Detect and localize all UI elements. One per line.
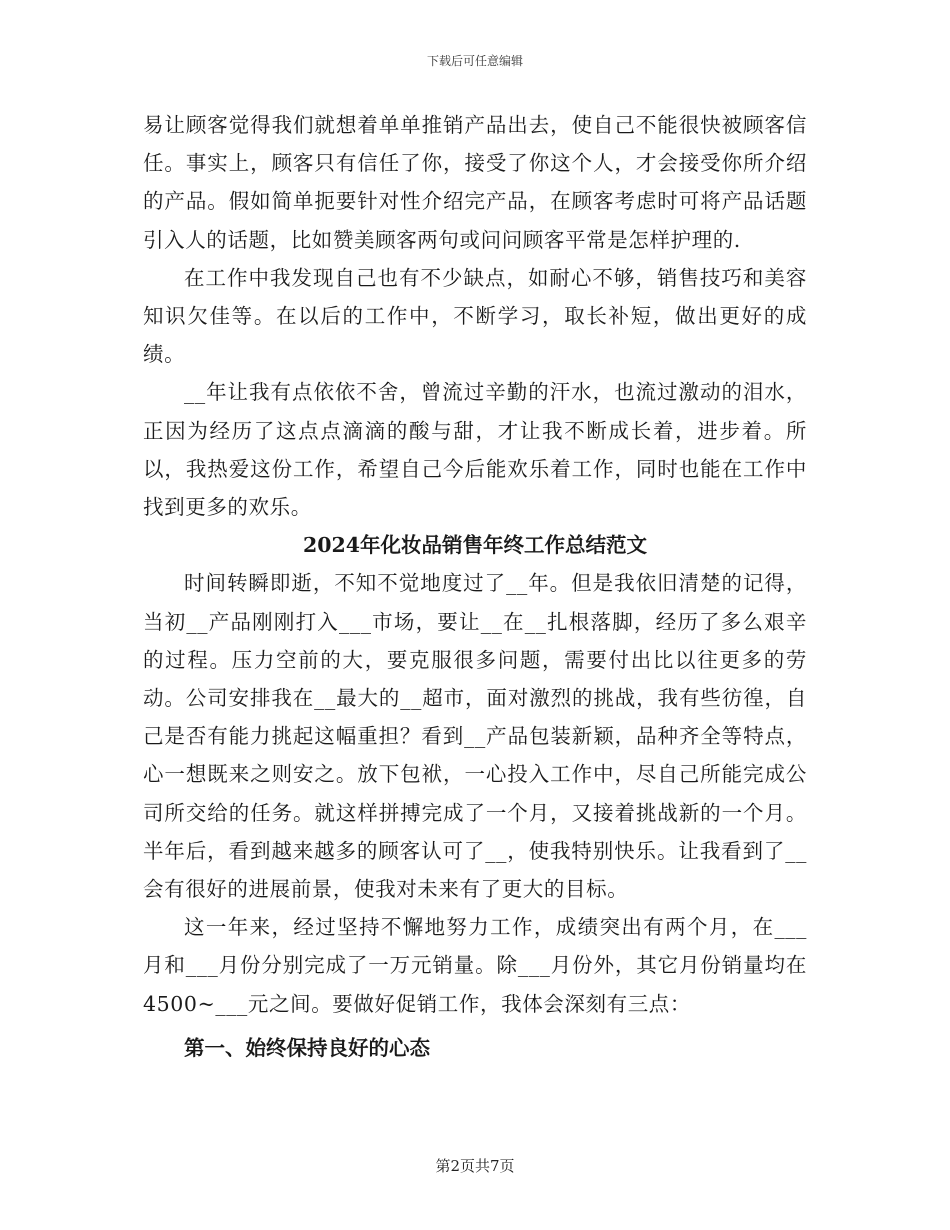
page-header: 下载后可任意编辑 bbox=[426, 54, 523, 68]
page-number: 第2页共7页 bbox=[435, 1157, 515, 1175]
paragraph-reflection: __年让我有点依依不舍，曾流过辛勤的汗水，也流过激动的泪水，正因为经历了这点点滴滴的酸与甜，才让我不断成长着，进步着。所以，我热爱这份工作，希望自己今后能欢乐着工作，同时也能在工作中找到更多的欢乐。 bbox=[143, 380, 807, 520]
paragraph-sales-results: 这一年来，经过坚持不懈地努力工作，成绩突出有两个月，在___月和___月份分别完成了一万元销量。除___月份外，其它月份销量均在4500~___元之间。要做好促销工作，我体会深刻有三点： bbox=[143, 915, 807, 1016]
paragraph-experience: 时间转瞬即逝，不知不觉地度过了__年。但是我依旧清楚的记得，当初__产品刚刚打入___市场，要让__在__扎根落脚，经历了多么艰辛的过程。压力空前的大，要克服很多问题，需要付出比以往更多的劳动。公司安排我在__最大的__超市，面对激烈的挑战，我有些彷徨，自己是否有能力挑起这幅重担？看到__产品包装新颖，品种齐全等特点，心一想既来之则安之。放下包袱，一心投入工作中，尽自己所能完成公司所交给的任务。就这样拼搏完成了一个月，又接着挑战新的一个月。半年后，看到越来越多的顾客认可了__，使我特别快乐。让我看到了__会有很好的进展前景，使我对未来有了更大的目标。 bbox=[143, 571, 807, 902]
paragraph-shortcomings: 在工作中我发现自己也有不少缺点，如耐心不够，销售技巧和美容知识欠佳等。在以后的工作中，不断学习，取长补短，做出更好的成绩。 bbox=[143, 265, 807, 367]
document-body bbox=[143, 106, 807, 1067]
section-title: 2024年化妆品销售年终工作总结范文 bbox=[302, 533, 648, 558]
paragraph-continued: 易让顾客觉得我们就想着单单推销产品出去，使自己不能很快被顾客信任。事实上，顾客只有信任了你，接受了你这个人，才会接受你所介绍的产品。假如简单扼要针对性介绍完产品，在顾客考虑时可将产品话题引入人的话题，比如赞美顾客两句或问问顾客平常是怎样护理的. bbox=[143, 113, 807, 252]
subheading-mindset: 第一、始终保持良好的心态 bbox=[184, 1035, 430, 1060]
